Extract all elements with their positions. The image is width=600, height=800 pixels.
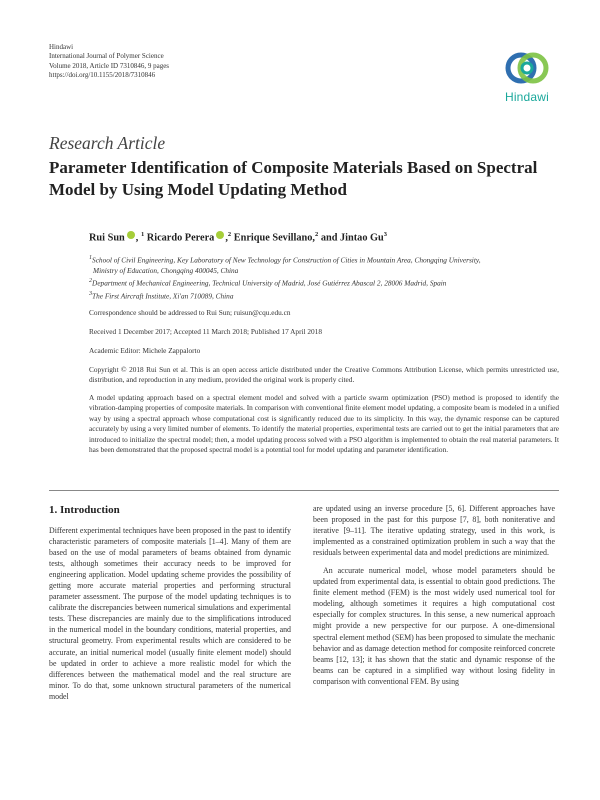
journal-name: International Journal of Polymer Science: [49, 52, 164, 61]
author-sep: ,: [135, 232, 141, 244]
affiliations: $^1$School of Civil Engineering, Key Laboratory of New Technology for Construction of Cities in Mountain Area, Chongqing University, Ministry of Education, Chongqing 400045, China $^2$Department of Mechanical Engineering, Technical University of Madrid, José Gutiérrez Abascal 2, 28006 Madrid, Spain $^3$The First Aircraft Institute, Xi'an 710089, China: [89, 255, 481, 301]
paragraph: An accurate numerical model, whose model parameters should be updated from experimental data, is essential to obtain good predictions. The finite element method (FEM) is the most widely used numerical tool for modeling, although sometimes it requires a high computational cost especially for complex structures. In this sense, a new numerical approach might provide a new perspective for our purpose. A one-dimensional spectral element method (SEM) has been proposed to simulate the mechanic behavior and as damage detection method for composite reinforced concrete beams [12, 13]; it has shown that the static and dynamic response of the beams can be captured in a simplified way without losing fidelity in comparison with conventional FEM. By using: [313, 566, 555, 686]
affiliation-1-cont: Ministry of Education, Chongqing 400045, China: [93, 265, 239, 275]
author-name[interactable]: Jintao Gu: [340, 232, 384, 244]
author-affil-mark: 2: [227, 231, 232, 238]
orcid-icon[interactable]: [216, 231, 224, 239]
author-sep: and: [318, 232, 341, 244]
article-title: Parameter Identification of Composite Materials Based on Spectral Model by Using Model Updating Method: [49, 158, 538, 199]
doi-link[interactable]: https://doi.org/10.1155/2018/7310846: [49, 71, 156, 80]
copyright-notice: Copyright © 2018 Rui Sun et al. This is an open access article distributed under the Creative Commons Attribution License, which permits unrestricted use, distribution, and reproduction in any medium, provided the original work is properly cited.: [89, 365, 559, 385]
left-column: [49, 525, 291, 702]
academic-editor: Academic Editor: Michele Zappalorto: [89, 346, 201, 355]
author-affil-mark: 3: [383, 231, 388, 238]
author-name[interactable]: Rui Sun: [89, 232, 125, 244]
paragraph: are updated using an inverse procedure [5, 6]. Different approaches have been proposed in the past for this purpose [7, 8], both noniterative and iterative [9–11]. The iterative updating strategy, used in this work, is implemented as a constrained optimization problem in such a way that the residuals between experimental data and model predictions are minimized.: [313, 504, 555, 558]
journal-info: [49, 43, 169, 81]
publication-dates: Received 1 December 2017; Accepted 11 March 2018; Published 17 April 2018: [89, 327, 322, 336]
section-heading: 1. Introduction: [49, 504, 120, 516]
orcid-icon[interactable]: [127, 231, 135, 239]
paragraph: Different experimental techniques have been proposed in the past to identify characteristic parameters of composite materials [1–4]. Many of them are based on the use of modal parameters of beams obtained from dynamic tests, although sometimes their accuracy needs to be improved for engineering application. Model updating scheme provides the possibility of getting more accurate material properties and performing structural parameter assessment. The purpose of the model updating techniques is to calibrate the discrepancies between numerical simulations and experimental tests. These discrepancies are mainly due to the simplifications introduced in the numerical model in the boundary conditions, material properties, and structural geometry. From experimental results which are considered to be accurate, an initial numerical model (usually finite element model) should be updated in order to achieve a more realistic model for which the differences between the mathematical model and the real structure are minor. To do that, some unknown structural parameters of the numerical model: [49, 526, 291, 701]
right-column: [313, 503, 555, 687]
author-affil-mark: 2: [315, 231, 319, 238]
hindawi-logo-text: Hindawi: [504, 90, 550, 104]
volume-info: Volume 2018, Article ID 7310846, 9 pages: [49, 61, 170, 70]
affiliation-1: School of Civil Engineering, Key Laboratory of New Technology for Construction of Cities in Mountain Area, Chongqing University,: [92, 255, 481, 265]
author-list: Rui Sun , $^1$ Ricardo Perera ,$^2$ Enrique Sevillano,$^2$ and Jintao Gu$^3$: [89, 231, 388, 244]
affiliation-3: The First Aircraft Institute, Xi'an 710089, China: [92, 291, 234, 301]
divider: [49, 490, 559, 491]
author-affil-mark: 1: [140, 231, 145, 238]
affiliation-2: Department of Mechanical Engineering, Technical University of Madrid, José Gutiérrez Abascal 2, 28006 Madrid, Spain: [92, 278, 447, 288]
publisher-name: Hindawi: [49, 43, 74, 51]
author-name[interactable]: Ricardo Perera: [146, 232, 215, 244]
abstract: A model updating approach based on a spectral element model and solved with a particle swarm optimization (PSO) method is proposed to identify the vibration-damping properties of composite materials. In comparison with conventional finite element model updating, a composite beam is modeled in a unified way by using a spectral approach whose computational cost is significantly reduced due to its simplicity. In this way, the dynamic response can be captured accurately by using a very limited number of elements. To identify the material properties, experimental tests are carried out to get the initial parameters that are introduced to initialize the spectral model; then, a model updating process solved with a PSO algorithm is implemented to obtain the real material parameters. It has been demonstrated that the proposed spectral model is a potential tool for model updating and parameter identification.: [89, 393, 559, 455]
author-name[interactable]: Enrique Sevillano,: [233, 232, 315, 244]
correspondence: Correspondence should be addressed to Rui Sun; ruisun@cqu.edu.cn: [89, 308, 291, 317]
article-type: Research Article: [49, 133, 166, 153]
